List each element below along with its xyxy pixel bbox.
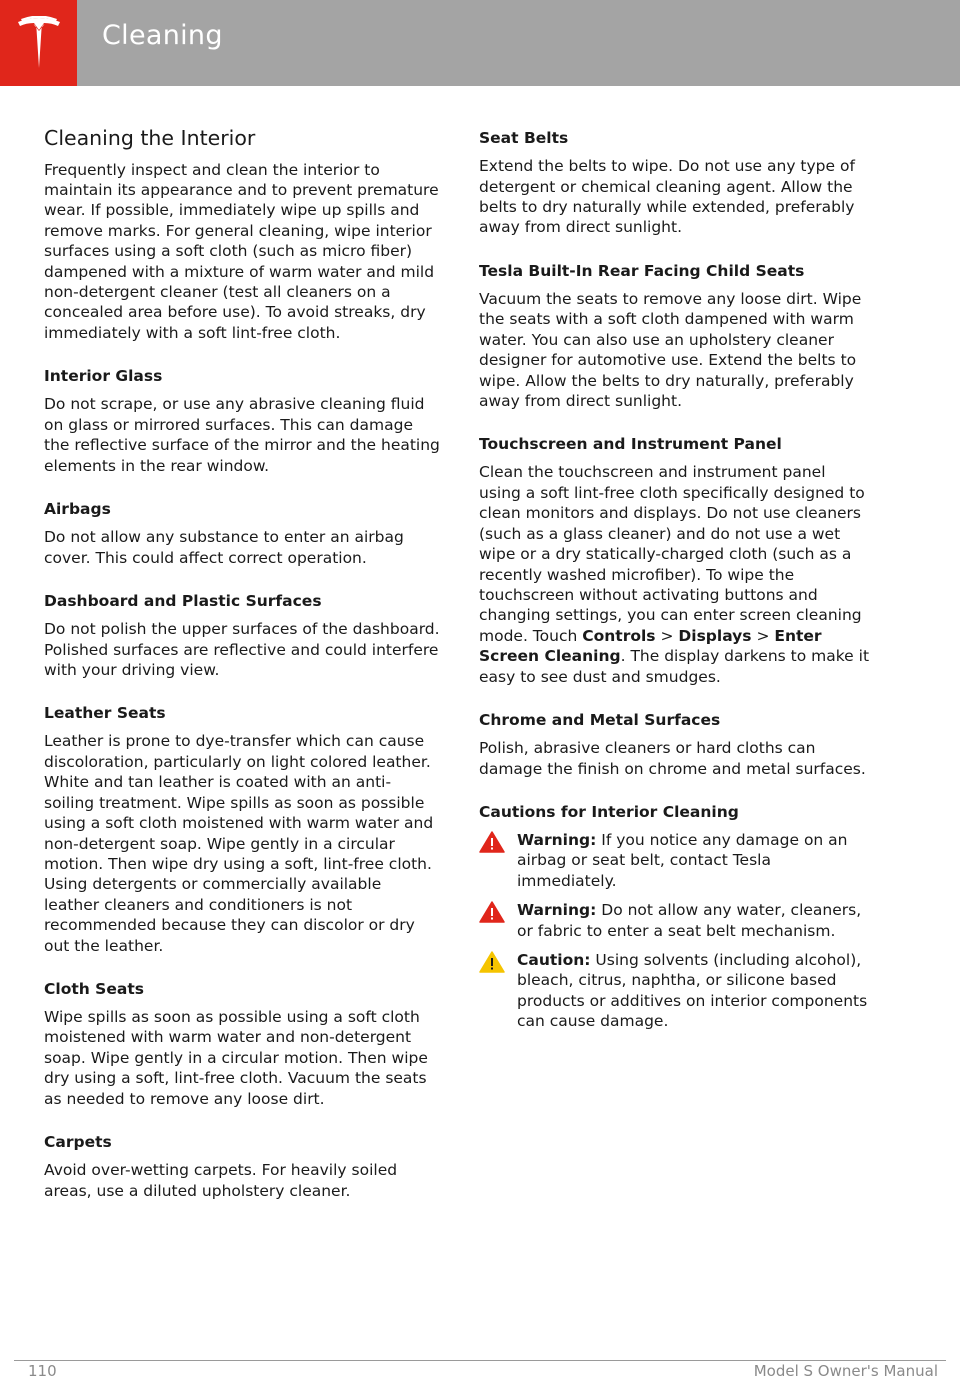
right-column [479, 128, 871, 1041]
subheading-seat-belts: Seat Belts [479, 129, 569, 147]
caution-label: Caution: [517, 951, 591, 970]
paragraph-child-seats: Vacuum the seats to remove any loose dirt. Wipe the seats with a soft cloth dampened with warm water. You can also use an upholstery cleaner designer for automotive use. Extend the belts to wipe. Allow the belts to dry naturally, preferably away from direct sunlight. [479, 289, 862, 410]
warning-notice [479, 830, 871, 891]
manual-title: Model S Owner's Manual [753, 1362, 938, 1380]
warning-text: If you notice any damage on an airbag or seat belt, contact Tesla immediately. [517, 831, 848, 890]
footer-divider [14, 1360, 946, 1361]
subheading-airbags: Airbags [44, 500, 111, 519]
paragraph-airbags: Do not allow any substance to enter an airbag cover. This could affect correct operation. [44, 528, 404, 567]
touchscreen-text-after: . The display darkens to make it easy to see dust and smudges. [479, 647, 870, 686]
paragraph-leather-seats: Leather is prone to dye-transfer which can cause discoloration, particularly on light colored leather. White and tan leather is coated with an anti-soiling treatment. Wipe spills as soon as possible using a soft cloth moistened with warm water and non-detergent soap. Wipe gently in a circular motion. Then wipe dry using a soft, lint-free cloth. Using detergents or commercially available leather cleaners and conditioners is not recommended because they can discolor or dry out the leather. [44, 732, 434, 955]
subheading-touchscreen: Touchscreen and Instrument Panel [479, 435, 782, 454]
subheading-cloth-seats: Cloth Seats [44, 979, 144, 998]
paragraph-touchscreen [479, 462, 871, 686]
subheading-cautions: Cautions for Interior Cleaning [479, 802, 739, 821]
subheading-carpets: Carpets [44, 1133, 112, 1152]
menu-path-displays: Displays [678, 626, 752, 645]
paragraph-chrome: Polish, abrasive cleaners or hard cloths can damage the finish on chrome and metal surfaces. [479, 739, 866, 778]
paragraph-dashboard: Do not polish the upper surfaces of the dashboard. Polished surfaces are reflective and could interfere with your driving view. [44, 620, 440, 679]
warning-icon [479, 900, 517, 941]
subheading-leather-seats: Leather Seats [44, 704, 166, 723]
tesla-logo [0, 0, 77, 86]
section-heading: Cleaning the Interior [44, 126, 256, 150]
menu-path-separator: > [655, 626, 679, 645]
warning-icon [479, 830, 517, 891]
paragraph-cloth-seats: Wipe spills as soon as possible using a soft cloth moistened with warm water and non-detergent soap. Wipe gently in a circular motion. Then wipe dry using a soft, lint-free cloth. Vacuum the seats as needed to remove any loose dirt. [44, 1008, 428, 1108]
page-header [0, 0, 960, 86]
menu-path-enter-screen-cleaning: Enter Screen Cleaning [479, 626, 822, 666]
left-column [44, 126, 440, 1224]
menu-path-controls: Controls [582, 626, 656, 645]
paragraph-carpets: Avoid over-wetting carpets. For heavily soiled areas, use a diluted upholstery cleaner. [44, 1161, 398, 1200]
page-number: 110 [28, 1362, 57, 1380]
touchscreen-text-before: Clean the touchscreen and instrument panel using a soft lint-free cloth specifically designed to clean monitors and displays. Do not use cleaners (such as a glass cleaner) and do not use a wet wipe or a dry statically-charged cloth (such as a recently washed microfiber). To wipe the touchscreen without activating buttons and changing settings, you can enter screen cleaning mode. Touch [479, 463, 865, 645]
subheading-dashboard: Dashboard and Plastic Surfaces [44, 591, 322, 610]
caution-notice [479, 950, 871, 1032]
paragraph-seat-belts: Extend the belts to wipe. Do not use any type of detergent or chemical cleaning agent. Allow the belts to dry naturally while extended, preferably away from direct sunlight. [479, 157, 855, 237]
warning-label: Warning: [517, 831, 597, 850]
page-title: Cleaning [102, 20, 223, 51]
tesla-t-icon [16, 16, 62, 70]
subheading-interior-glass: Interior Glass [44, 367, 163, 386]
warning-text: Do not allow any water, cleaners, or fabric to enter a seat belt mechanism. [517, 901, 862, 940]
intro-paragraph: Frequently inspect and clean the interior to maintain its appearance and to prevent premature wear. If possible, immediately wipe up spills and remove marks. For general cleaning, wipe interior surfaces using a soft cloth (such as micro fiber) dampened with a mixture of warm water and mild non-detergent cleaner (test all cleaners on a concealed area before use). To avoid streaks, dry immediately with a soft lint-free cloth. [44, 160, 439, 342]
warning-label: Warning: [517, 901, 597, 920]
caution-icon [479, 950, 517, 1032]
subheading-chrome: Chrome and Metal Surfaces [479, 710, 721, 729]
menu-path-separator: > [751, 626, 775, 645]
paragraph-interior-glass: Do not scrape, or use any abrasive cleaning fluid on glass or mirrored surfaces. This can damage the reflective surface of the mirror and the heating elements in the rear window. [44, 395, 440, 475]
warning-notice [479, 900, 871, 941]
subheading-child-seats: Tesla Built-In Rear Facing Child Seats [479, 261, 805, 280]
caution-text: Using solvents (including alcohol), bleach, citrus, naphtha, or silicone based products or additives on interior components can cause damage. [517, 951, 868, 1031]
